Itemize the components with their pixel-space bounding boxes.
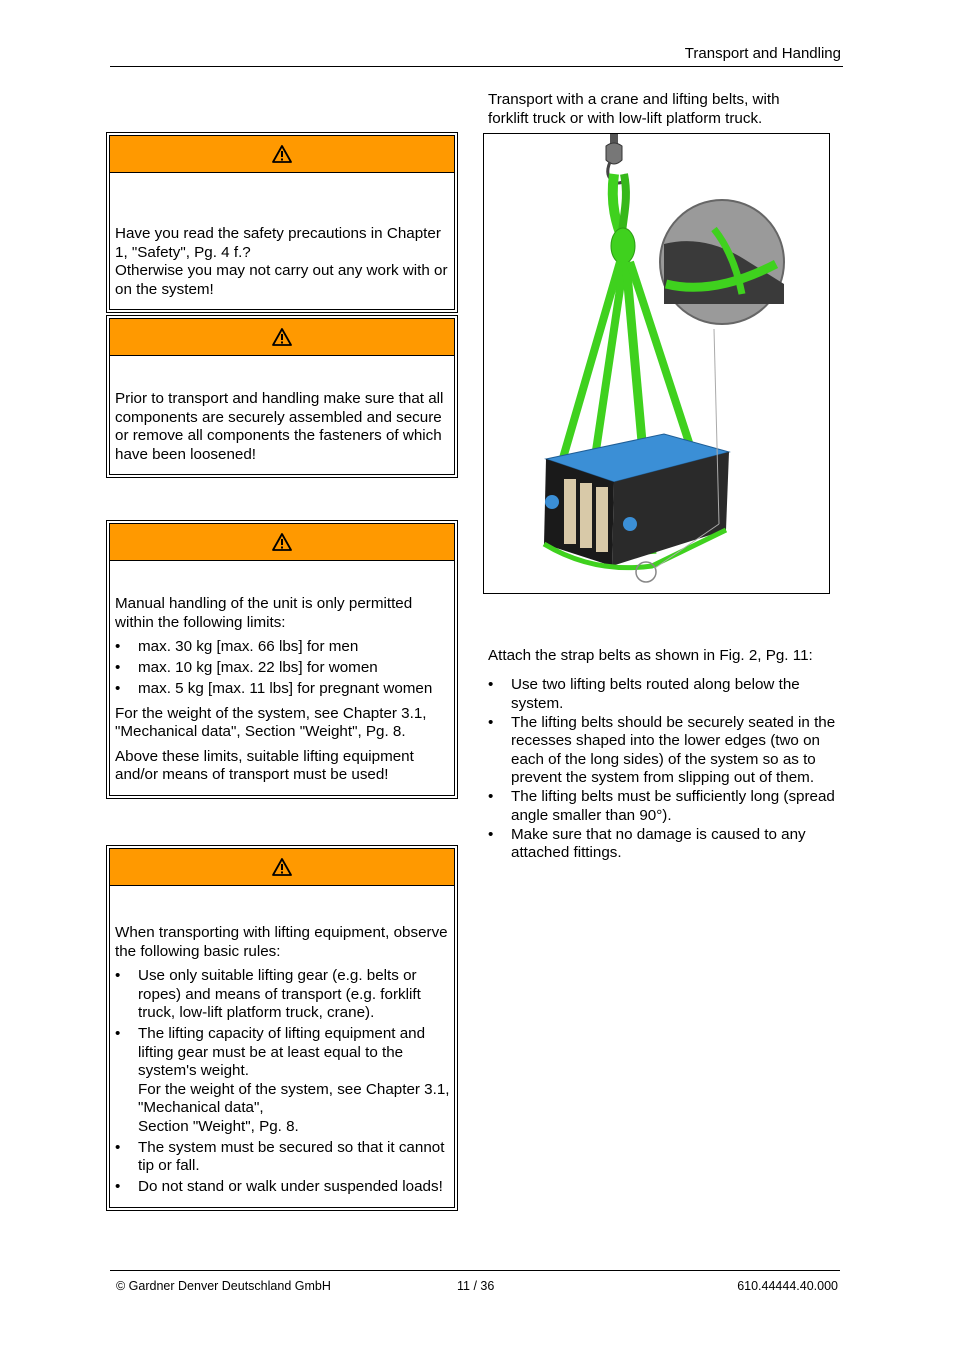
warning-text: Above these limits, suitable lifting equipment and/or means of transport must be used! [115, 747, 414, 783]
list-item: • Use two lifting belts routed along below the system. [488, 676, 838, 713]
warning-icon [272, 858, 292, 876]
page-number: 11 / 36 [457, 1279, 495, 1293]
warning-icon [272, 533, 292, 551]
warning-intro: Manual handling of the unit is only permitted within the following limits: [115, 595, 413, 631]
list-item: • Use only suitable lifting gear (e.g. belts or ropes) and means of transport (e.g. forklift truck, low-lift platform truck, crane). [115, 967, 451, 1023]
warning-bar [110, 849, 454, 886]
warning-bar [110, 524, 454, 561]
footer-rule [110, 1270, 840, 1271]
transport-intro: Transport with a crane and lifting belts, with forklift truck or with low-lift platform truck. [488, 91, 780, 127]
footer-copyright: © Gardner Denver Deutschland GmbH [116, 1279, 331, 1293]
list-item: • max. 30 kg [max. 66 lbs] for men [115, 638, 451, 657]
warning-intro: When transporting with lifting equipment, observe the following basic rules: [115, 924, 448, 960]
figure-crane-lifting [483, 133, 830, 594]
warning-text: Have you read the safety precautions in Chapter 1, "Safety", Pg. 4 f.? Otherwise you may not carry out any work with or on the system! [115, 225, 448, 298]
warning-bar [110, 319, 454, 356]
warning-box-manual-handling [106, 520, 458, 799]
warning-icon [272, 328, 292, 346]
list-item: • Make sure that no damage is caused to any attached fittings. [488, 826, 838, 863]
list-item: • The lifting capacity of lifting equipment and lifting gear must be at least equal to the system's weight. For the weight of the system, see Chapter 3.1, "Mechanical data", Section "Weight", Pg. 8. [115, 1025, 451, 1136]
warning-icon [272, 145, 292, 163]
warning-box-lifting [106, 845, 458, 1211]
warning-text: Prior to transport and handling make sure that all components are securely assembled and secure or remove all components the fasteners of which have been loosened! [115, 390, 444, 463]
limits-list [115, 638, 451, 699]
document-number: 610.44444.40.000 [737, 1279, 838, 1293]
attach-list [488, 676, 838, 863]
list-item: • The system must be secured so that it cannot tip or fall. [115, 1139, 451, 1176]
list-item: • The lifting belts must be sufficiently long (spread angle smaller than 90°). [488, 788, 838, 825]
warning-box-fasteners [106, 315, 458, 478]
header-rule [110, 66, 843, 67]
warning-box-safety [106, 132, 458, 313]
list-item: • max. 10 kg [max. 22 lbs] for women [115, 659, 451, 678]
rules-list [115, 967, 451, 1197]
attach-list-container [488, 676, 838, 863]
attach-instruction: Attach the strap belts as shown in Fig. 2, Pg. 11: [488, 647, 813, 664]
lifting-illustration [484, 134, 829, 593]
header-title: Transport and Handling [684, 45, 841, 62]
list-item: • The lifting belts should be securely seated in the recesses shaped into the lower edges (two on each of the long sides) of the system so as to prevent the system from slipping out of them. [488, 714, 838, 788]
list-item: • max. 5 kg [max. 11 lbs] for pregnant women [115, 680, 451, 699]
list-item: • Do not stand or walk under suspended loads! [115, 1178, 451, 1197]
warning-text: For the weight of the system, see Chapter 3.1, "Mechanical data", Section "Weight", Pg. 8. [115, 704, 427, 740]
warning-bar [110, 136, 454, 173]
